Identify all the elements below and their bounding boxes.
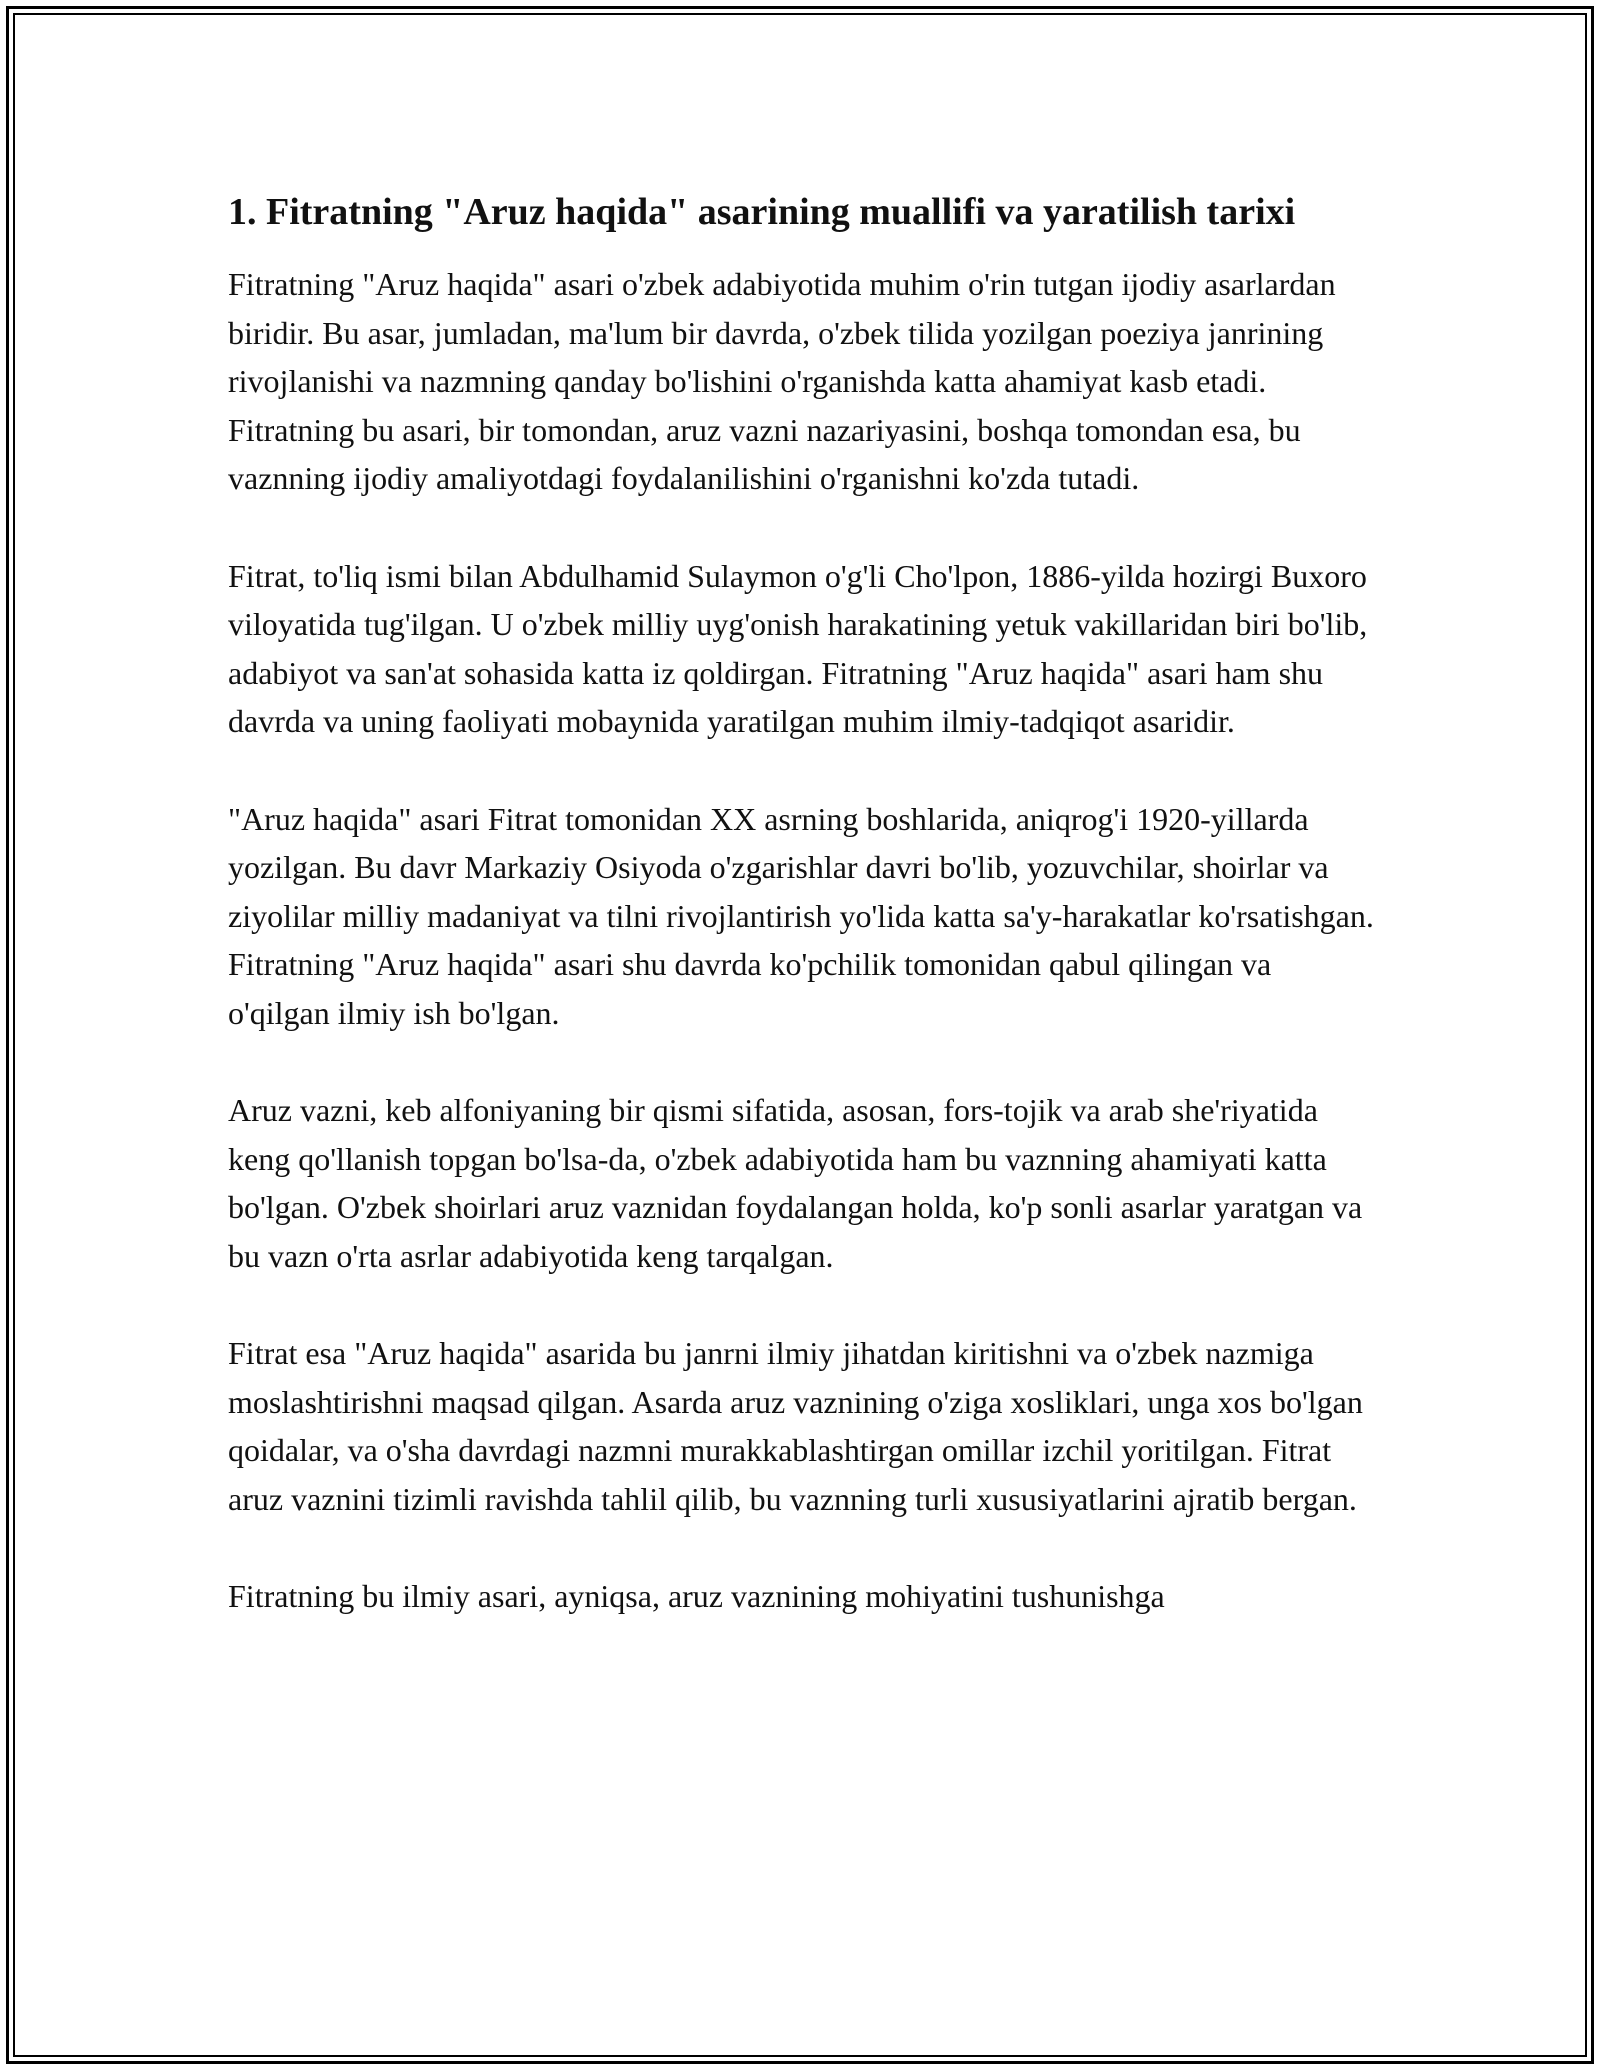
paragraph-1: Fitratning "Aruz haqida" asari o'zbek adabiyotida muhim o'rin tutgan ijodiy asarlardan biridir. Bu asar, jumladan, ma'lum bir davrda, o'zbek tilida yozilgan poeziya janrining rivojlanishi va nazmning qanday bo'lishini o'rganishda katta ahamiyat kasb etadi. Fitratning bu asari, bir tomondan, aruz vazni nazariyasini, boshqa tomondan esa, bu vaznning ijodiy amaliyotdagi foydalanilishini o'rganishni ko'zda tutadi. (228, 266, 1336, 496)
section-title: 1. Fitratning "Aruz haqida" asarining muallifi va yaratilish tarixi (228, 191, 1296, 233)
paragraph-3: "Aruz haqida" asari Fitrat tomonidan XX asrning boshlarida, aniqrog'i 1920-yillarda yozilgan. Bu davr Markaziy Osiyoda o'zgarishlar davri bo'lib, yozuvchilar, shoirlar va ziyolilar milliy madaniyat va tilni rivojlantirish yo'lida katta sa'y-harakatlar ko'rsatishgan. Fitratning "Aruz haqida" asari shu davrda ko'pchilik tomonidan qabul qilingan va o'qilgan ilmiy ish bo'lgan. (228, 800, 1374, 1031)
paragraph-6: Fitratning bu ilmiy asari, ayniqsa, aruz vaznining mohiyatini tushunishga (228, 1578, 1165, 1614)
document-content (228, 185, 1378, 1670)
paragraph-2: Fitrat, to'liq ismi bilan Abdulhamid Sulaymon o'g'li Cho'lpon, 1886-yilda hozirgi Buxoro viloyatida tug'ilgan. U o'zbek milliy uyg'onish harakatining yetuk vakillaridan biri bo'lib, adabiyot va san'at sohasida katta iz qoldirgan. Fitratning "Aruz haqida" asari ham shu davrda va uning faoliyati mobaynida yaratilgan muhim ilmiy-tadqiqot asaridir. (228, 557, 1368, 739)
paragraph-4: Aruz vazni, keb alfoniyaning bir qismi sifatida, asosan, fors-tojik va arab she'riyatida keng qo'llanish topgan bo'lsa-da, o'zbek adabiyotida ham bu vaznning ahamiyati katta bo'lgan. O'zbek shoirlari aruz vaznidan foydalangan holda, ko'p sonli asarlar yaratgan va bu vazn o'rta asrlar adabiyotida keng tarqalgan. (228, 1092, 1363, 1274)
paragraph-5: Fitrat esa "Aruz haqida" asarida bu janrni ilmiy jihatdan kiritishni va o'zbek nazmiga moslashtirishni maqsad qilgan. Asarda aruz vaznining o'ziga xosliklari, unga xos bo'lgan qoidalar, va o'sha davrdagi nazmni murakkablashtirgan omillar izchil yoritilgan. Fitrat aruz vaznini tizimli ravishda tahlil qilib, bu vaznning turli xususiyatlarini ajratib bergan. (228, 1335, 1363, 1517)
